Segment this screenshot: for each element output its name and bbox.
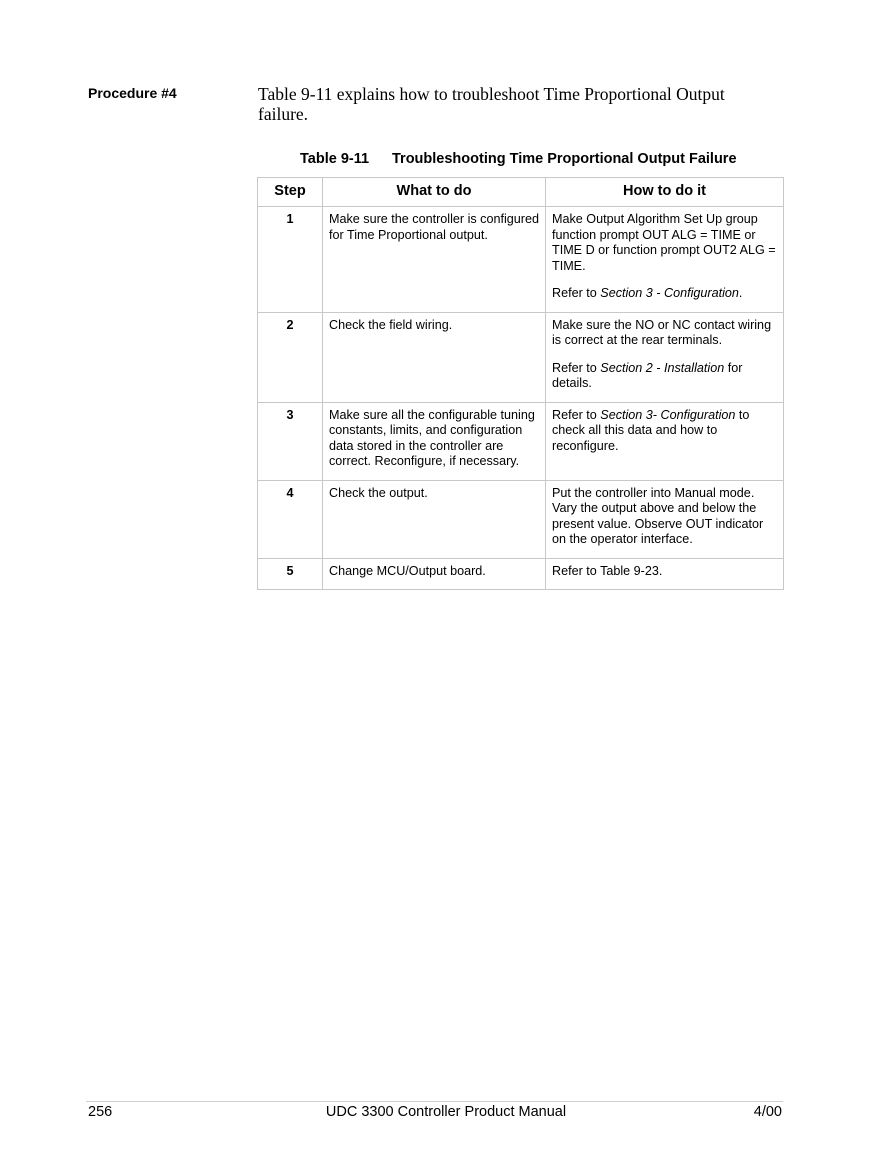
reference-paragraph: Refer to Section 3- Configuration to check all this data and how to reconfigure. <box>552 407 750 453</box>
step-number: 1 <box>258 207 323 313</box>
footer-manual-title: UDC 3300 Controller Product Manual <box>325 1104 567 1120</box>
how-to-do-it-cell <box>546 207 784 313</box>
how-paragraph: Put the controller into Manual mode. Vary the output above and below the present value. Observe OUT indicator on the operator interface. <box>552 485 764 546</box>
how-paragraph: Make sure the NO or NC contact wiring is correct at the rear terminals. <box>552 317 772 347</box>
table-row <box>258 480 784 558</box>
what-to-do-cell: Check the field wiring. <box>323 312 546 402</box>
step-number: 3 <box>258 402 323 480</box>
step-number: 2 <box>258 312 323 402</box>
table-caption <box>300 151 737 167</box>
how-paragraph: Make Output Algorithm Set Up group function prompt OUT ALG = TIME or TIME D or function prompt OUT2 ALG = TIME. <box>552 212 776 273</box>
how-to-do-it-cell <box>546 480 784 558</box>
header-how-to-do-it: How to do it <box>546 178 784 207</box>
how-to-do-it-cell <box>546 312 784 402</box>
reference-paragraph: Refer to Section 3 - Configuration. <box>552 286 743 300</box>
how-to-do-it-cell <box>546 402 784 480</box>
footer-date: 4/00 <box>753 1104 782 1120</box>
table-row <box>258 312 784 402</box>
section-reference: Section 3- Configuration <box>600 407 736 422</box>
table-row <box>258 558 784 590</box>
how-to-do-it-cell <box>546 558 784 590</box>
table-row <box>258 207 784 313</box>
footer-divider <box>86 1101 783 1102</box>
what-to-do-cell: Check the output. <box>323 480 546 558</box>
table-caption-number: Table 9-11 <box>300 151 370 167</box>
section-reference: Section 2 - Installation <box>600 360 725 375</box>
step-number: 4 <box>258 480 323 558</box>
step-number: 5 <box>258 558 323 590</box>
table-row <box>258 402 784 480</box>
footer-page-number: 256 <box>88 1104 113 1120</box>
reference-paragraph: Refer to Section 2 - Installation for details. <box>552 360 743 390</box>
table-header-row <box>258 178 784 207</box>
procedure-label: Procedure #4 <box>88 85 177 101</box>
what-to-do-cell: Change MCU/Output board. <box>323 558 546 590</box>
what-to-do-cell: Make sure the controller is configured for Time Proportional output. <box>323 207 546 313</box>
header-step: Step <box>258 178 323 207</box>
section-reference: Section 3 - Configuration <box>600 286 739 300</box>
intro-paragraph: Table 9-11 explains how to troubleshoot Time Proportional Output failure. <box>258 84 725 124</box>
how-paragraph: Refer to Table 9-23. <box>552 563 663 578</box>
header-what-to-do: What to do <box>323 178 546 207</box>
table-caption-title: Troubleshooting Time Proportional Output Failure <box>392 151 737 167</box>
troubleshooting-table <box>257 177 784 590</box>
what-to-do-cell: Make sure all the configurable tuning constants, limits, and configuration data stored in the controller are correct. Reconfigure, if necessary. <box>323 402 546 480</box>
